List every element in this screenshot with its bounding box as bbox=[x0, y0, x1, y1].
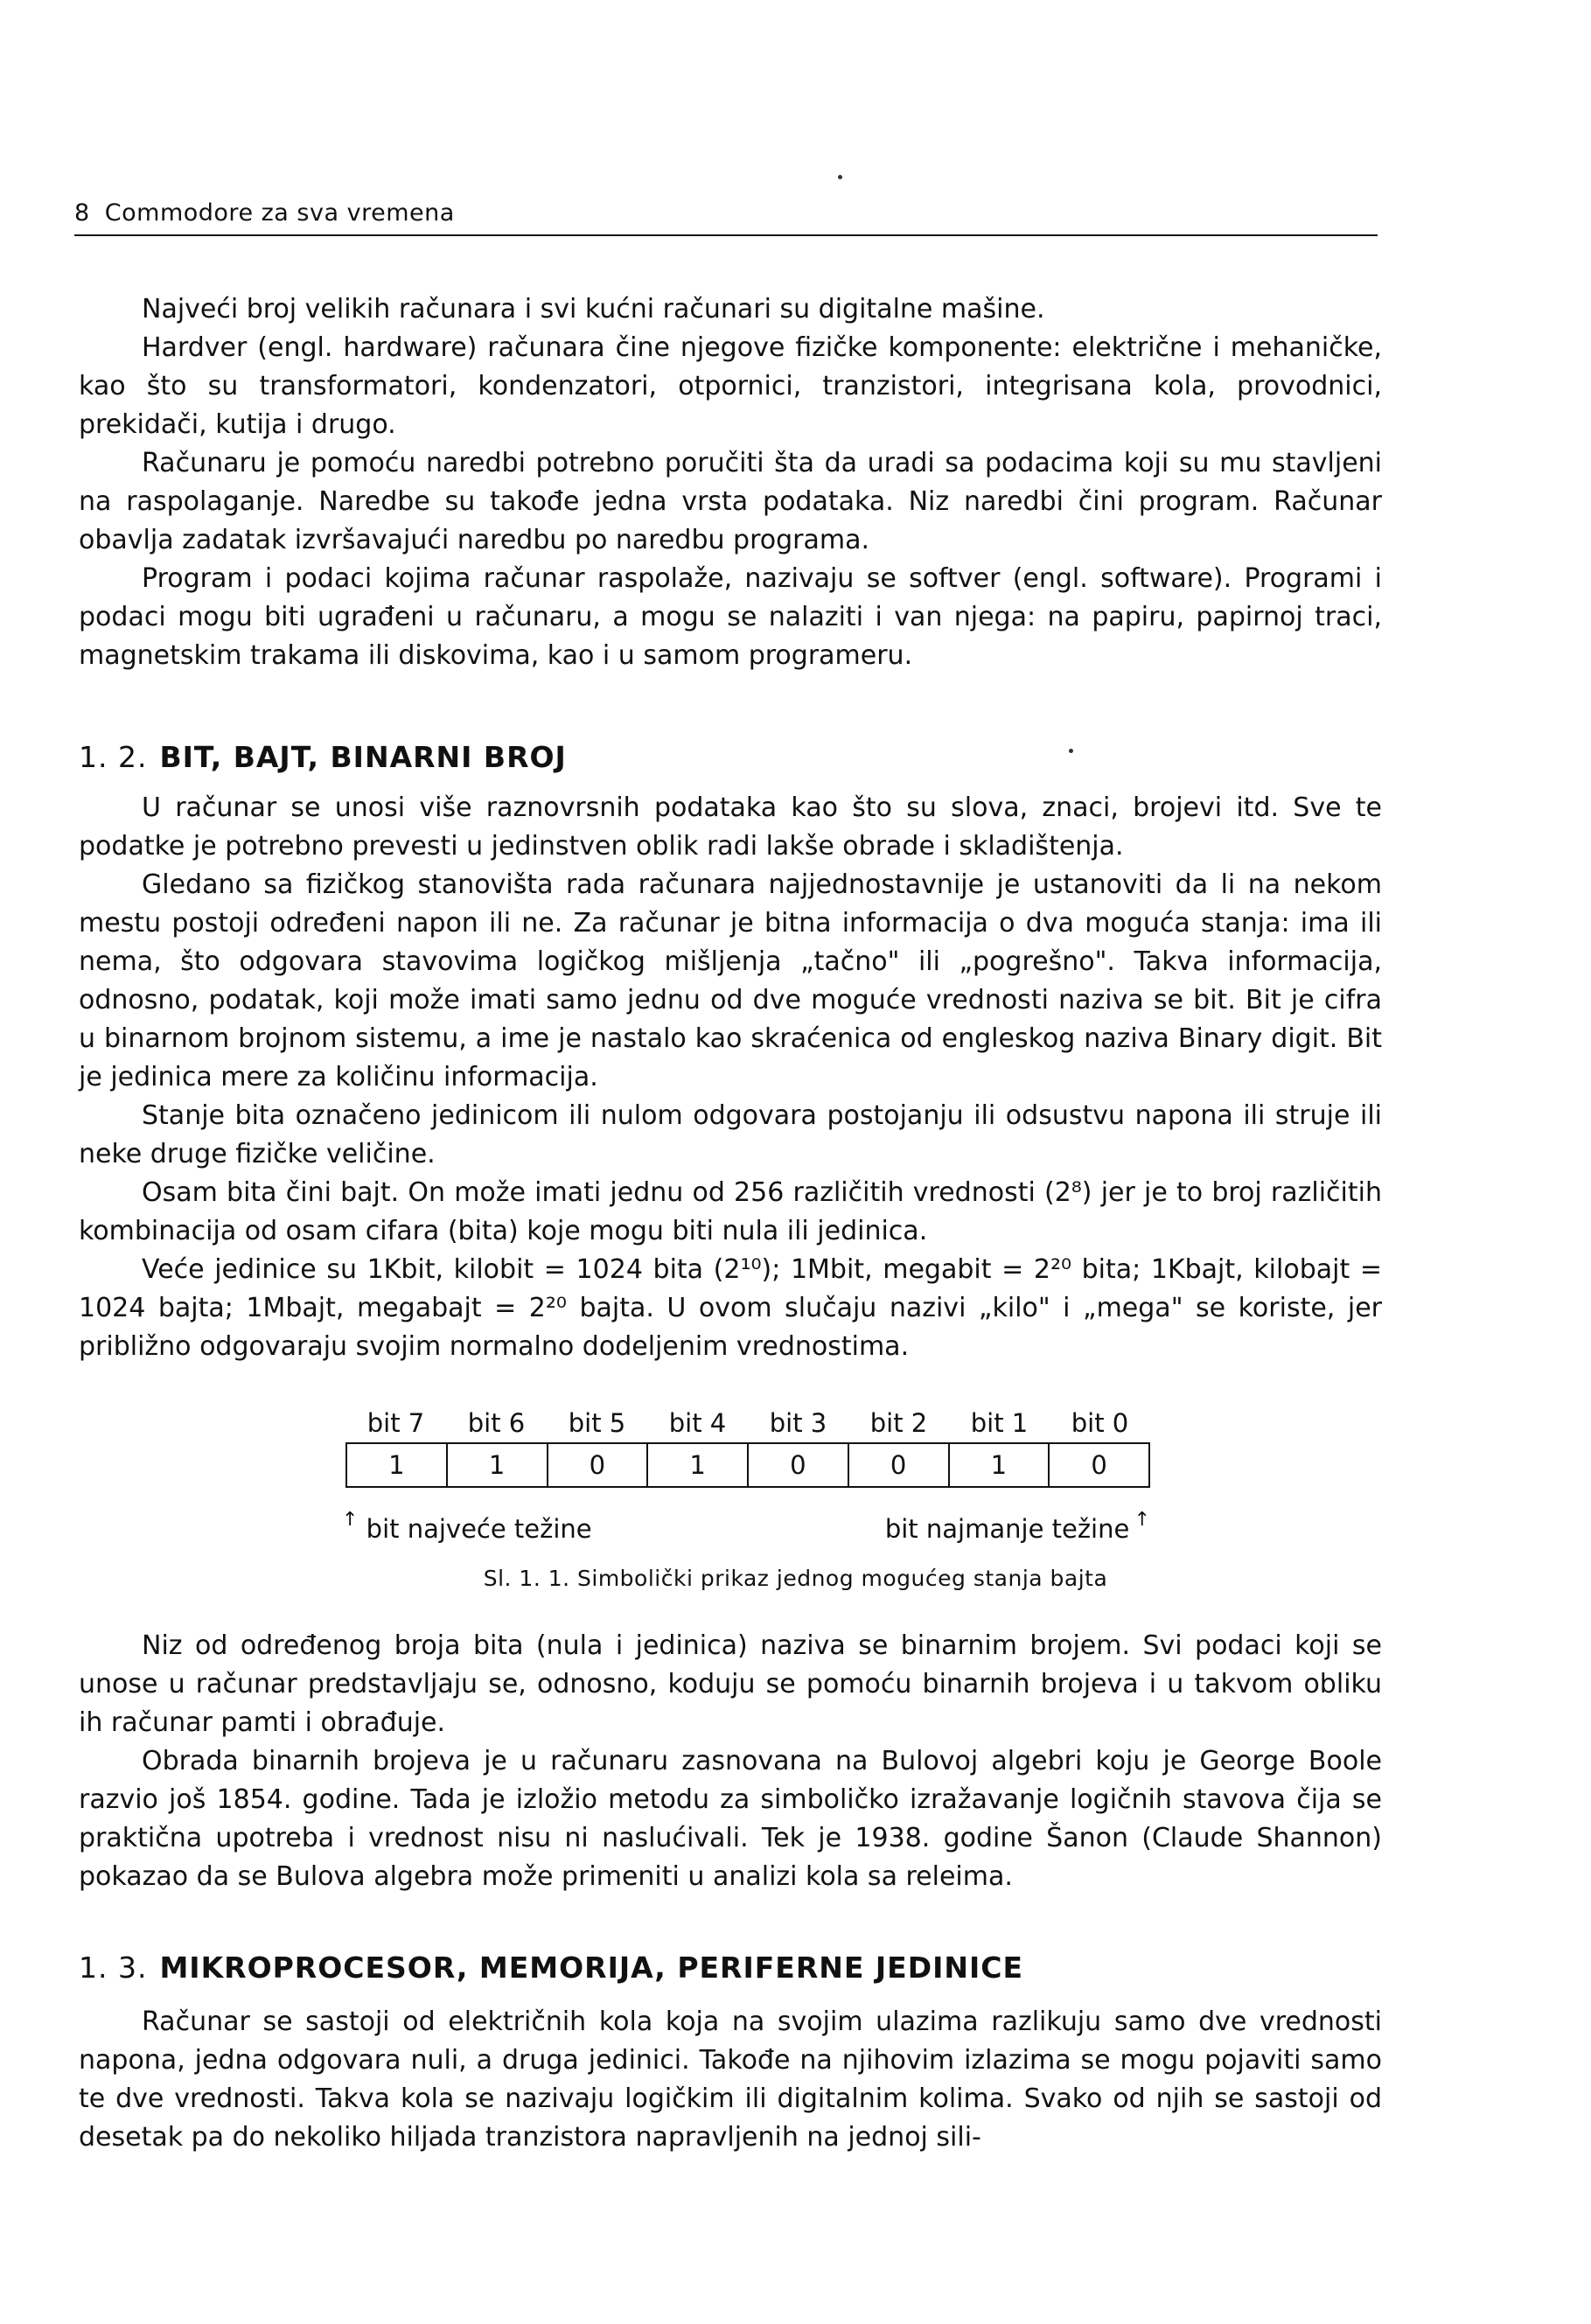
byte-diagram bbox=[342, 1406, 1150, 1560]
running-title: Commodore za sva vremena bbox=[104, 199, 455, 227]
bit-name: bit 0 bbox=[1071, 1408, 1129, 1438]
bit-cell: 0 bbox=[1048, 1444, 1148, 1486]
section-heading-1-2 bbox=[79, 740, 1382, 774]
paragraph: U računar se unosi više raznovrsnih podataka kao što su slova, znaci, brojevi itd. Sve te podatke je potrebno prevesti u jedinstven oblik radi lakše obrade i skladištenja. bbox=[79, 792, 1382, 862]
bit-name: bit 3 bbox=[769, 1408, 827, 1438]
bit-name: bit 1 bbox=[970, 1408, 1029, 1438]
bit-weight-labels bbox=[342, 1507, 1150, 1560]
speck bbox=[838, 175, 842, 179]
section-1-2-text bbox=[79, 789, 1382, 1366]
bit-cell: 1 bbox=[388, 1450, 405, 1480]
bit-name-row bbox=[345, 1406, 1150, 1441]
paragraph: Računar se sastoji od električnih kola koja na svojim ulazima razlikuju samo dve vrednosti napona, jedna odgovara nuli, a druga jedinici. Takođe na njihovim izlazima se mogu pojaviti samo te dve vrednosti. Takva kola se nazivaju logičkim ili digitalnim kolima. Svako od njih se sastoji od desetak pa do nekoliko hiljada tranzistora napravljenih na jednoj sili- bbox=[79, 2006, 1382, 2153]
lsb-label: bit najmanje težine ↑ bbox=[884, 1509, 1150, 1544]
section-title: MIKROPROCESOR, MEMORIJA, PERIFERNE JEDINICE bbox=[159, 1951, 1024, 1985]
section-heading-1-3 bbox=[79, 1951, 1382, 1985]
paragraph: Računaru je pomoću naredbi potrebno poručiti šta da uradi sa podacima koji su mu stavljeni na raspolaganje. Naredbe su takođe jedna vrsta podataka. Niz naredbi čini program. Računar obavlja zadatak izvršavajući naredbu po naredbu programa. bbox=[79, 448, 1382, 555]
paragraph: Gledano sa fizičkog stanovišta rada računara najjednostavnije je ustanoviti da li na nekom mestu postoji određeni napon ili ne. Za računar je bitna informacija o dva moguća stanja: ima ili nema, što odgovara stavovima logičkog mišljenja „tačno" ili „pogrešno". Takva informacija, odnosno, podatak, koji može imati samo jednu od dve moguće vrednosti naziva se bit. Bit je cifra u binarnom brojnom sistemu, a ime je nastalo kao skraćenica od engleskog naziva Binary digit. Bit je jedinica mere za količinu informacija. bbox=[79, 869, 1382, 1092]
section-1-3-text bbox=[79, 2003, 1382, 2157]
bit-cell: 1 bbox=[646, 1444, 747, 1486]
bit-cell: 0 bbox=[547, 1444, 647, 1486]
bit-name: bit 6 bbox=[467, 1408, 526, 1438]
bit-name: bit 4 bbox=[668, 1408, 727, 1438]
section-1-2-continued bbox=[79, 1627, 1382, 1896]
paragraph: Obrada binarnih brojeva je u računaru zasnovana na Bulovoj algebri koju je George Boole razvio još 1854. godine. Tada je izložio metodu za simboličko izražavanje logičnih stavova čija se praktična upotreba i vrednost nisu ni naslućivali. Tek je 1938. godine Šanon (Claude Shannon) pokazao da se Bulova algebra može primeniti u analizi kola sa releima. bbox=[79, 1746, 1382, 1892]
paragraph: Program i podaci kojima računar raspolaže, nazivaju se softver (engl. software). Programi i podaci mogu biti ugrađeni u računaru, a mogu se nalaziti i van njega: na papiru, papirnoj traci, magnetskim trakama ili diskovima, kao i u samom programeru. bbox=[79, 563, 1382, 671]
figure-caption: Sl. 1. 1. Simbolički prikaz jednog mogućeg stanja bajta bbox=[483, 1566, 1108, 1591]
up-arrow-icon: ↑ bbox=[342, 1509, 359, 1531]
msb-label: ↑ bit najveće težine bbox=[342, 1509, 592, 1544]
bit-name: bit 2 bbox=[869, 1408, 928, 1438]
paragraph: Stanje bita označeno jedinicom ili nulom odgovara postojanju ili odsustvu napona ili struje ili neke druge fizičke veličine. bbox=[79, 1100, 1382, 1169]
paragraph: Veće jedinice su 1Kbit, kilobit = 1024 bita (2¹⁰); 1Mbit, megabit = 2²⁰ bita; 1Kbajt, kilobajt = 1024 bajta; 1Mbajt, megabajt = 2²⁰ bajta. U ovom slučaju nazivi „kilo" i „mega" se koriste, jer približno odgovaraju svojim normalno dodeljenim vrednostima. bbox=[79, 1254, 1382, 1362]
paragraph: Hardver (engl. hardware) računara čine njegove fizičke komponente: električne i mehaničke, kao što su transformatori, kondenzatori, otpornici, tranzistori, integrisana kola, provodnici, prekidači, kutija i drugo. bbox=[79, 332, 1382, 440]
running-header bbox=[74, 199, 455, 227]
header-rule bbox=[74, 234, 1378, 236]
paragraph: Osam bita čini bajt. On može imati jednu od 256 različitih vrednosti (2⁸) jer je to broj različitih kombinacija od osam cifara (bita) koje mogu biti nula ili jedinica. bbox=[79, 1177, 1382, 1246]
section-number: 1. 2. bbox=[79, 740, 148, 774]
paragraph: Najveći broj velikih računara i svi kućni računari su digitalne mašine. bbox=[142, 294, 1045, 325]
bit-cell: 0 bbox=[747, 1444, 848, 1486]
bit-cell: 1 bbox=[948, 1444, 1049, 1486]
up-arrow-icon: ↑ bbox=[1134, 1509, 1150, 1531]
bit-value-row bbox=[345, 1442, 1150, 1488]
section-title: BIT, BAJT, BINARNI BROJ bbox=[159, 740, 567, 774]
bit-name: bit 5 bbox=[568, 1408, 626, 1438]
intro-text bbox=[79, 290, 1382, 675]
bit-cell: 0 bbox=[848, 1444, 948, 1486]
page-number: 8 bbox=[74, 199, 90, 227]
bit-cell: 1 bbox=[446, 1444, 547, 1486]
section-number: 1. 3. bbox=[79, 1951, 148, 1985]
bit-name: bit 7 bbox=[366, 1408, 425, 1438]
paragraph: Niz od određenog broja bita (nula i jedinica) naziva se binarnim brojem. Svi podaci koji se unose u računar predstavljaju se, odnosno, koduju se pomoću binarnih brojeva i u takvom obliku ih računar pamti i obrađuje. bbox=[79, 1630, 1382, 1738]
